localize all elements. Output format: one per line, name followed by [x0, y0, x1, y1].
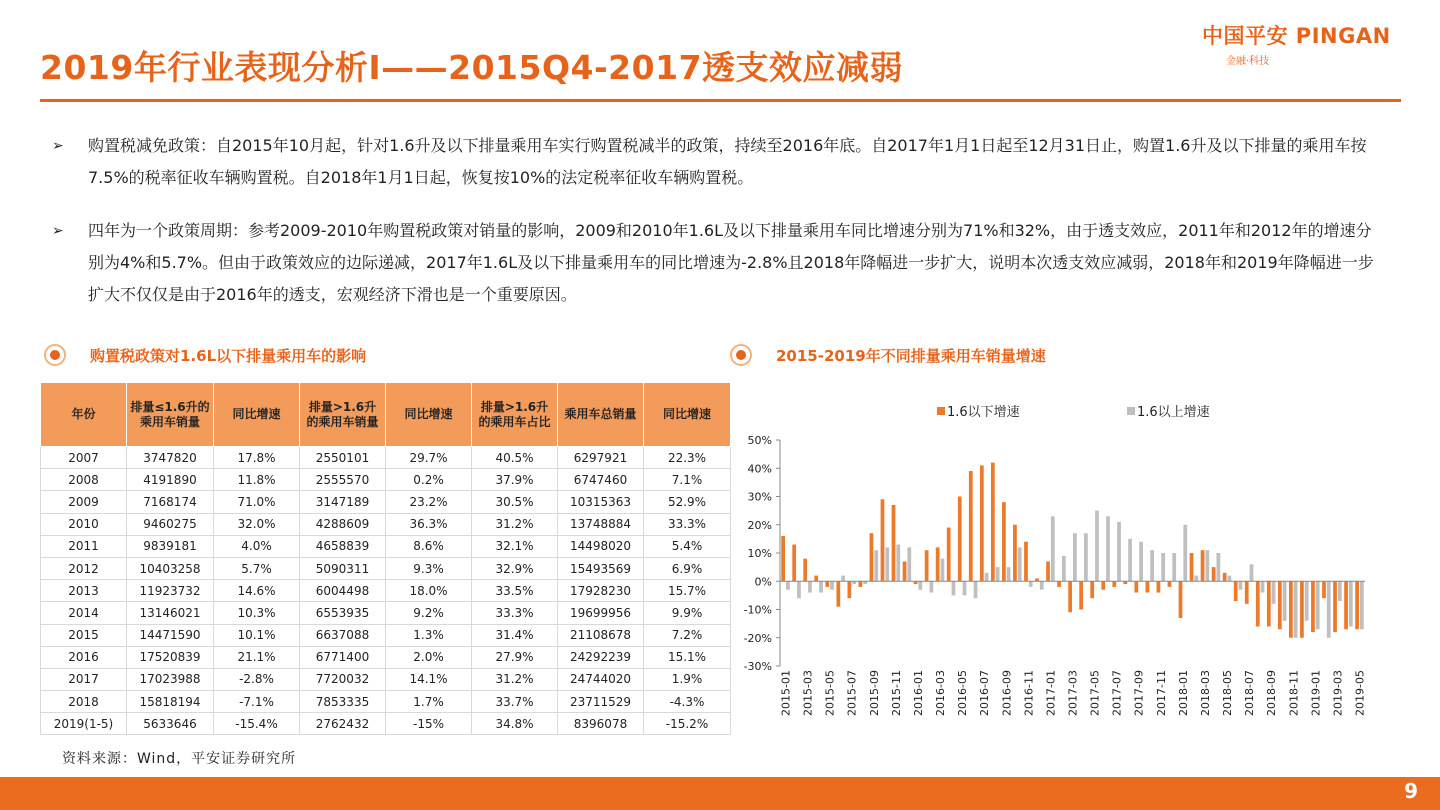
x-tick-label: 2017-05: [1088, 670, 1102, 716]
logo-sub-text: 金融·科技: [1226, 56, 1270, 67]
y-tick-label: 10%: [747, 547, 772, 560]
table-cell: 37.9%: [472, 469, 558, 491]
table-row: [41, 602, 731, 624]
bar-small-engine: [1134, 581, 1138, 592]
bar-large-engine: [797, 581, 801, 598]
table-row: [41, 580, 731, 602]
sales-table: [40, 382, 731, 735]
bar-small-engine: [1300, 581, 1304, 638]
table-cell: 2013: [41, 580, 127, 602]
table-cell: 4288609: [300, 513, 386, 535]
x-tick-label: 2015-05: [823, 670, 837, 716]
table-cell: 5090311: [300, 557, 386, 579]
y-tick-label: -30%: [743, 660, 772, 673]
bar-large-engine: [1349, 581, 1353, 626]
table-cell: 10403258: [127, 557, 214, 579]
bar-small-engine: [947, 528, 951, 582]
bar-small-engine: [892, 505, 896, 581]
bar-large-engine: [1205, 550, 1209, 581]
bar-large-engine: [1360, 581, 1364, 629]
bar-small-engine: [1157, 581, 1161, 592]
col-header-total-growth: 同比增速: [644, 383, 731, 447]
table-cell: 2762432: [300, 713, 386, 735]
bar-small-engine: [836, 581, 840, 606]
table-row: [41, 646, 731, 668]
bar-large-engine: [1106, 516, 1110, 581]
bar-small-engine: [1190, 553, 1194, 581]
bar-small-engine: [859, 581, 863, 587]
table-row: [41, 491, 731, 513]
table-cell: 17928230: [558, 580, 644, 602]
x-tick-label: 2016-03: [934, 670, 948, 716]
x-tick-label: 2016-09: [1000, 670, 1014, 716]
table-cell: 32.9%: [472, 557, 558, 579]
table-cell: 2550101: [300, 447, 386, 469]
bar-large-engine: [1029, 581, 1033, 587]
bar-large-engine: [963, 581, 967, 595]
legend-label: 1.6以下增速: [947, 405, 1020, 420]
table-cell: 6771400: [300, 646, 386, 668]
x-tick-label: 2016-07: [978, 670, 992, 716]
table-cell: 5.7%: [214, 557, 300, 579]
table-cell: 36.3%: [386, 513, 472, 535]
x-tick-label: 2015-03: [801, 670, 815, 716]
col-header-small-growth: 同比增速: [214, 383, 300, 447]
bar-small-engine: [1223, 573, 1227, 581]
bar-small-engine: [1289, 581, 1293, 638]
bar-small-engine: [903, 561, 907, 581]
bullet-arrow-icon: ➢: [52, 138, 64, 154]
table-cell: 9460275: [127, 513, 214, 535]
table-cell: 30.5%: [472, 491, 558, 513]
bar-large-engine: [896, 545, 900, 582]
table-cell: 10.1%: [214, 624, 300, 646]
bar-small-engine: [1024, 542, 1028, 582]
bar-large-engine: [985, 573, 989, 581]
bar-small-engine: [1112, 581, 1116, 587]
bar-small-engine: [792, 545, 796, 582]
bar-small-engine: [825, 581, 829, 587]
bar-small-engine: [1079, 581, 1083, 609]
x-tick-label: 2017-01: [1044, 670, 1058, 716]
table-row: [41, 513, 731, 535]
table-row: [41, 557, 731, 579]
table-cell: 33.7%: [472, 691, 558, 713]
table-cell: 23.2%: [386, 491, 472, 513]
bar-small-engine: [1101, 581, 1105, 589]
bar-small-engine: [870, 533, 874, 581]
table-cell: 24744020: [558, 668, 644, 690]
table-cell: -15.4%: [214, 713, 300, 735]
table-row: [41, 691, 731, 713]
table-cell: 15.7%: [644, 580, 731, 602]
table-cell: 33.3%: [644, 513, 731, 535]
bullet-text: 四年为一个政策周期：参考2009-2010年购置税政策对销量的影响，2009和2010年1.6L及以下排量乘用车同比增速分别为71%和32%，由于透支效应，2011年和2012年的增速分别为4%和5.7%。但由于政策效应的边际递减，2017年1.6L及以下排量乘用车的同比增速为-2.8%且2018年降幅进一步扩大，说明本次透支效应减弱，2018年和2019年降幅进一步扩大不仅仅是由于2016年的透支，宏观经济下滑也是一个重要原因。: [88, 221, 1374, 304]
bar-large-engine: [874, 550, 878, 581]
x-tick-label: 2018-11: [1287, 670, 1301, 716]
bar-small-engine: [1201, 550, 1205, 581]
table-cell: 27.9%: [472, 646, 558, 668]
y-tick-label: 50%: [747, 434, 772, 447]
x-tick-label: 2015-07: [845, 670, 859, 716]
col-header-large-share: 排量>1.6升的乘用车占比: [472, 383, 558, 447]
table-cell: 22.3%: [644, 447, 731, 469]
bar-large-engine: [1117, 522, 1121, 581]
bar-small-engine: [1068, 581, 1072, 612]
table-cell: 2009: [41, 491, 127, 513]
chart-legend: [937, 404, 1210, 420]
bar-large-engine: [1139, 542, 1143, 582]
bar-large-engine: [1128, 539, 1132, 581]
bar-large-engine: [1316, 581, 1320, 629]
bar-large-engine: [918, 581, 922, 589]
bar-large-engine: [1272, 581, 1276, 604]
y-axis: [744, 434, 780, 673]
table-cell: 11.8%: [214, 469, 300, 491]
table-cell: 19699956: [558, 602, 644, 624]
table-cell: 71.0%: [214, 491, 300, 513]
table-cell: 10.3%: [214, 602, 300, 624]
table-cell: 13146021: [127, 602, 214, 624]
table-cell: 10315363: [558, 491, 644, 513]
table-cell: 24292239: [558, 646, 644, 668]
x-tick-label: 2015-09: [867, 670, 881, 716]
bar-small-engine: [936, 547, 940, 581]
bar-small-engine: [1046, 561, 1050, 581]
page-title: 2019年行业表现分析Ⅰ——2015Q4-2017透支效应减弱: [40, 48, 904, 87]
bar-large-engine: [1073, 533, 1077, 581]
table-cell: 5.4%: [644, 535, 731, 557]
table-cell: -2.8%: [214, 668, 300, 690]
bar-large-engine: [1194, 576, 1198, 582]
chart-section-heading: [730, 344, 1046, 366]
table-cell: 52.9%: [644, 491, 731, 513]
bar-small-engine: [1256, 581, 1260, 626]
table-cell: 3147189: [300, 491, 386, 513]
bar-small-engine: [1322, 581, 1326, 598]
table-cell: 5633646: [127, 713, 214, 735]
table-cell: 2.0%: [386, 646, 472, 668]
target-icon: [730, 344, 752, 366]
table-body: [41, 447, 731, 735]
table-cell: 8396078: [558, 713, 644, 735]
footer-bar: [0, 777, 1440, 810]
x-tick-label: 2018-01: [1176, 670, 1190, 716]
bar-small-engine: [1057, 581, 1061, 587]
x-tick-label: 2017-11: [1154, 670, 1168, 716]
table-cell: 1.7%: [386, 691, 472, 713]
bar-small-engine: [969, 471, 973, 581]
bar-small-engine: [1179, 581, 1183, 618]
logo-main-text: 中国平安 PINGAN: [1202, 24, 1391, 48]
bar-large-engine: [1161, 553, 1165, 581]
table-cell: 2010: [41, 513, 127, 535]
bar-small-engine: [814, 576, 818, 582]
x-tick-label: 2019-01: [1309, 670, 1323, 716]
y-tick-label: -20%: [743, 631, 772, 645]
table-cell: 9.9%: [644, 602, 731, 624]
table-cell: 1.9%: [644, 668, 731, 690]
table-cell: 6297921: [558, 447, 644, 469]
col-header-large-growth: 同比增速: [386, 383, 472, 447]
section-label: 购置税政策对1.6L以下排量乘用车的影响: [90, 346, 367, 365]
bar-small-engine: [1146, 581, 1150, 592]
table-cell: -15.2%: [644, 713, 731, 735]
growth-bar-chart: [735, 392, 1375, 728]
bar-small-engine: [1355, 581, 1359, 629]
x-tick-label: 2015-11: [889, 670, 903, 716]
table-cell: 14498020: [558, 535, 644, 557]
bar-large-engine: [930, 581, 934, 592]
bar-large-engine: [841, 576, 845, 582]
bar-small-engine: [1002, 502, 1006, 581]
table-cell: 23711529: [558, 691, 644, 713]
col-header-large-sales: 排量>1.6升的乘用车销量: [300, 383, 386, 447]
bar-large-engine: [1150, 550, 1154, 581]
x-tick-label: 2019-05: [1353, 670, 1367, 716]
table-cell: 7853335: [300, 691, 386, 713]
table-cell: 4658839: [300, 535, 386, 557]
bar-large-engine: [1216, 553, 1220, 581]
table-cell: 33.5%: [472, 580, 558, 602]
table-cell: 7.2%: [644, 624, 731, 646]
table-cell: 21.1%: [214, 646, 300, 668]
bar-large-engine: [941, 559, 945, 582]
bar-large-engine: [907, 547, 911, 581]
bullet-tax-policy: [52, 130, 1378, 194]
target-icon: [44, 344, 66, 366]
table-cell: 17.8%: [214, 447, 300, 469]
page-number: 9: [1404, 779, 1418, 803]
bar-large-engine: [1283, 581, 1287, 621]
table-cell: 3747820: [127, 447, 214, 469]
table-row: [41, 624, 731, 646]
table-cell: 11923732: [127, 580, 214, 602]
table-cell: 14471590: [127, 624, 214, 646]
bar-large-engine: [1051, 516, 1055, 581]
table-cell: 14.1%: [386, 668, 472, 690]
bar-large-engine: [1228, 576, 1232, 582]
bar-small-engine: [1013, 525, 1017, 582]
x-tick-label: 2017-07: [1110, 670, 1124, 716]
bar-large-engine: [1261, 581, 1265, 592]
table-cell: 7.1%: [644, 469, 731, 491]
bar-large-engine: [996, 567, 1000, 581]
bar-small-engine: [958, 497, 962, 582]
table-cell: 1.3%: [386, 624, 472, 646]
bar-large-engine: [1007, 567, 1011, 581]
table-cell: 17023988: [127, 668, 214, 690]
bar-small-engine: [1090, 581, 1094, 598]
legend-swatch: [937, 407, 945, 415]
bar-large-engine: [1062, 556, 1066, 581]
table-cell: 7720032: [300, 668, 386, 690]
bar-large-engine: [1172, 553, 1176, 581]
table-cell: 2017: [41, 668, 127, 690]
bar-large-engine: [1327, 581, 1331, 638]
y-tick-label: 0%: [754, 575, 772, 589]
pingan-logo: [1202, 20, 1422, 67]
bar-small-engine: [1212, 567, 1216, 581]
x-tick-label: 2016-01: [911, 670, 925, 716]
table-cell: 40.5%: [472, 447, 558, 469]
bullet-policy-cycle: [52, 215, 1378, 311]
bar-small-engine: [1234, 581, 1238, 601]
bar-large-engine: [1183, 525, 1187, 582]
table-cell: 6.9%: [644, 557, 731, 579]
col-header-year: 年份: [41, 383, 127, 447]
bar-small-engine: [1333, 581, 1337, 632]
bullet-text: 购置税减免政策：自2015年10月起，针对1.6升及以下排量乘用车实行购置税减半的政策，持续至2016年底。自2017年1月1日起至12月31日止，购置1.6升及以下排量的乘用车按7.5%的税率征收车辆购置税。自2018年1月1日起，恢复按10%的法定税率征收车辆购置税。: [88, 136, 1367, 187]
table-cell: 8.6%: [386, 535, 472, 557]
bar-large-engine: [1338, 581, 1342, 601]
bar-small-engine: [980, 465, 984, 581]
bar-large-engine: [1018, 547, 1022, 581]
table-cell: 2014: [41, 602, 127, 624]
x-tick-label: 2018-03: [1198, 670, 1212, 716]
y-tick-label: 40%: [747, 462, 772, 476]
bars: [781, 463, 1363, 638]
x-tick-label: 2016-11: [1022, 670, 1036, 716]
table-cell: 2015: [41, 624, 127, 646]
table-cell: -7.1%: [214, 691, 300, 713]
table-row: [41, 469, 731, 491]
table-cell: 2555570: [300, 469, 386, 491]
table-cell: 17520839: [127, 646, 214, 668]
bar-small-engine: [1311, 581, 1315, 632]
bar-large-engine: [830, 581, 834, 589]
x-tick-label: 2018-05: [1221, 670, 1235, 716]
table-cell: 4191890: [127, 469, 214, 491]
bar-small-engine: [1344, 581, 1348, 629]
x-tick-label: 2018-09: [1265, 670, 1279, 716]
table-cell: 9839181: [127, 535, 214, 557]
bar-large-engine: [819, 581, 823, 592]
x-tick-label: 2017-09: [1132, 670, 1146, 716]
table-row: [41, 713, 731, 735]
table-row: [41, 447, 731, 469]
x-tick-label: 2017-03: [1066, 670, 1080, 716]
bar-large-engine: [885, 547, 889, 581]
bar-large-engine: [1040, 581, 1044, 589]
legend-label: 1.6以上增速: [1137, 405, 1210, 420]
x-tick-label: 2019-03: [1331, 670, 1345, 716]
bar-small-engine: [847, 581, 851, 598]
x-tick-label: 2018-07: [1243, 670, 1257, 716]
bar-large-engine: [1250, 564, 1254, 581]
table-row: [41, 668, 731, 690]
table-header-row: [41, 383, 731, 447]
bar-large-engine: [1294, 581, 1298, 638]
x-tick-label: 2016-05: [956, 670, 970, 716]
table-cell: 2019(1-5): [41, 713, 127, 735]
bar-small-engine: [1168, 581, 1172, 587]
bar-large-engine: [786, 581, 790, 589]
table-cell: 34.8%: [472, 713, 558, 735]
table-cell: 6004498: [300, 580, 386, 602]
table-cell: 9.2%: [386, 602, 472, 624]
table-cell: 31.4%: [472, 624, 558, 646]
table-cell: 6747460: [558, 469, 644, 491]
table-cell: 29.7%: [386, 447, 472, 469]
table-cell: 4.0%: [214, 535, 300, 557]
y-tick-label: 30%: [747, 490, 772, 504]
bar-large-engine: [1095, 511, 1099, 582]
table-cell: 15.1%: [644, 646, 731, 668]
table-cell: 32.1%: [472, 535, 558, 557]
table-cell: 14.6%: [214, 580, 300, 602]
title-divider: [40, 99, 1401, 102]
bar-small-engine: [1278, 581, 1282, 629]
table-cell: 6637088: [300, 624, 386, 646]
bar-small-engine: [1267, 581, 1271, 626]
table-cell: 13748884: [558, 513, 644, 535]
table-cell: 0.2%: [386, 469, 472, 491]
bar-large-engine: [952, 581, 956, 595]
col-header-small-sales: 排量≤1.6升的乘用车销量: [127, 383, 214, 447]
table-cell: 2007: [41, 447, 127, 469]
bullet-arrow-icon: ➢: [52, 223, 64, 239]
bar-small-engine: [925, 550, 929, 581]
bar-small-engine: [803, 559, 807, 582]
table-cell: 2016: [41, 646, 127, 668]
table-row: [41, 535, 731, 557]
table-cell: 33.3%: [472, 602, 558, 624]
bar-large-engine: [974, 581, 978, 598]
bar-small-engine: [881, 499, 885, 581]
table-cell: 15493569: [558, 557, 644, 579]
bar-small-engine: [991, 463, 995, 582]
table-cell: 18.0%: [386, 580, 472, 602]
legend-swatch: [1127, 407, 1135, 415]
table-cell: 6553935: [300, 602, 386, 624]
bar-large-engine: [1239, 581, 1243, 589]
table-cell: 21108678: [558, 624, 644, 646]
table-cell: 15818194: [127, 691, 214, 713]
section-label: 2015-2019年不同排量乘用车销量增速: [776, 346, 1046, 365]
table-cell: 32.0%: [214, 513, 300, 535]
col-header-total-sales: 乘用车总销量: [558, 383, 644, 447]
y-tick-label: -10%: [743, 603, 772, 617]
bar-large-engine: [1084, 533, 1088, 581]
table-cell: 7168174: [127, 491, 214, 513]
bar-large-engine: [808, 581, 812, 592]
table-cell: 9.3%: [386, 557, 472, 579]
table-section-heading: [44, 344, 366, 366]
source-note: 资料来源：Wind，平安证券研究所: [62, 751, 297, 767]
table-cell: -15%: [386, 713, 472, 735]
table-cell: 2012: [41, 557, 127, 579]
bar-small-engine: [1245, 581, 1249, 604]
table-cell: 31.2%: [472, 513, 558, 535]
y-tick-label: 20%: [747, 518, 772, 532]
table-cell: -4.3%: [644, 691, 731, 713]
x-tick-label: 2015-01: [779, 670, 793, 716]
table-cell: 2018: [41, 691, 127, 713]
bar-small-engine: [781, 536, 785, 581]
table-cell: 31.2%: [472, 668, 558, 690]
table-cell: 2011: [41, 535, 127, 557]
bar-large-engine: [1305, 581, 1309, 621]
table-cell: 2008: [41, 469, 127, 491]
